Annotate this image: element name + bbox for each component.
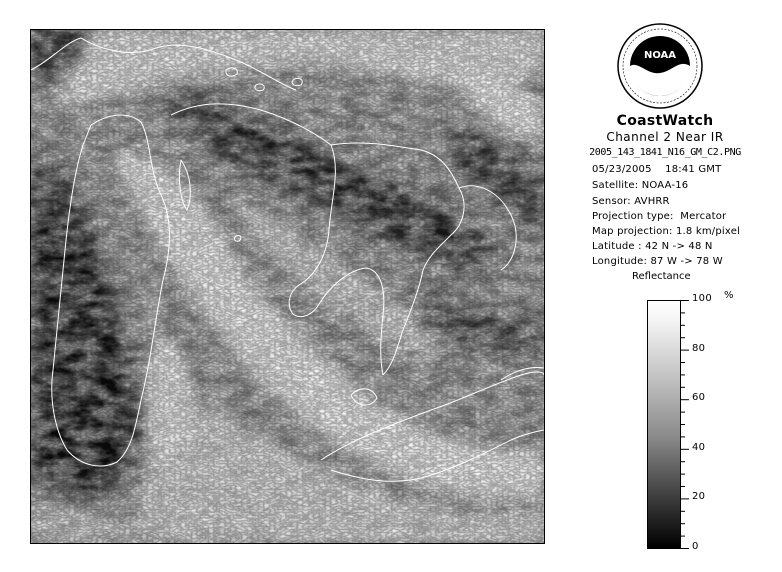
- colorbar-tick-label: 20: [692, 491, 706, 503]
- colorbar-tick-label: 60: [692, 392, 706, 404]
- colorbar-tick-label: 0: [692, 541, 699, 552]
- sensor-name: Sensor: AVHRR: [592, 196, 670, 207]
- colorbar-label: Reflectance: [632, 271, 691, 282]
- satellite-image-panel: [30, 29, 545, 544]
- longitude-range: Longitude: 87 W -> 78 W: [592, 256, 723, 267]
- product-title: CoastWatch: [616, 113, 714, 129]
- satellite-reflectance-map: [31, 30, 544, 543]
- reflectance-colorbar: [647, 300, 681, 549]
- colorbar-ticks: [681, 293, 781, 560]
- image-filename: 2005_143_1841_N16_GM_C2.PNG: [589, 147, 741, 158]
- colorbar-unit: %: [724, 290, 734, 301]
- colorbar-tick-label: 80: [692, 342, 706, 354]
- projection-type: Projection type: Mercator: [592, 211, 727, 222]
- colorbar-tick-label: 40: [692, 441, 706, 453]
- noaa-logo-text: NOAA: [643, 50, 677, 61]
- noaa-logo: [617, 23, 703, 109]
- latitude-range: Latitude : 42 N -> 48 N: [592, 241, 713, 252]
- satellite-name: Satellite: NOAA-16: [592, 180, 689, 191]
- colorbar-tick-marks: [681, 300, 691, 560]
- acquisition-datetime: 05/23/2005 18:41 GMT: [592, 164, 722, 175]
- colorbar-tick-label: 100: [692, 293, 712, 304]
- channel-subtitle: Channel 2 Near IR: [606, 130, 724, 144]
- map-resolution: Map projection: 1.8 km/pixel: [592, 226, 741, 237]
- noaa-emblem-icon: [617, 23, 703, 109]
